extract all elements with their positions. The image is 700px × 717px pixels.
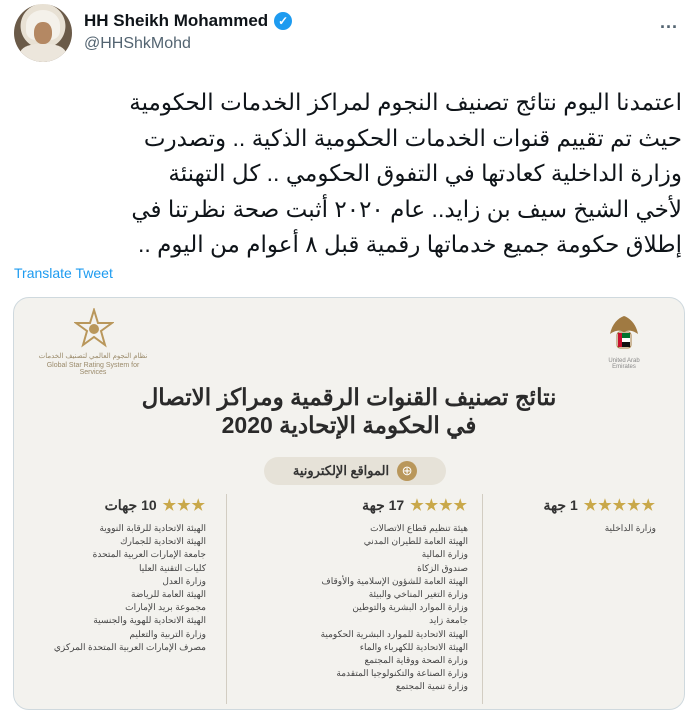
list-item: هيئة تنظيم قطاع الاتصالات xyxy=(370,523,468,533)
list-item: مجموعة بريد الإمارات xyxy=(125,602,206,613)
rating-column-5-stars xyxy=(496,494,656,535)
list-item: وزارة التغير المناخي والبيئة xyxy=(368,589,468,600)
category-label: المواقع الإلكترونية xyxy=(292,463,390,478)
three-stars-icon: ★★★ xyxy=(162,497,206,514)
author-avatar[interactable] xyxy=(14,4,72,62)
entity-list xyxy=(268,522,468,694)
entity-list xyxy=(496,522,656,535)
list-item: وزارة التربية والتعليم xyxy=(129,628,206,639)
star-rating-logo-icon xyxy=(74,308,114,348)
rating-column-4-stars xyxy=(268,494,468,694)
rating-column-3-stars xyxy=(36,494,206,654)
tweet-line: حيث تم تقييم قنوات الخدمات الحكومية الذكية .. وتصدرت xyxy=(143,124,682,151)
more-options-icon[interactable]: ... xyxy=(659,12,678,32)
avatar-robe xyxy=(20,44,66,62)
entity-count: 10 جهات xyxy=(104,496,157,513)
tweet-line: لأخي الشيخ سيف بن زايد.. عام ٢٠٢٠ أثبت صحة نظرتنا في xyxy=(131,195,682,222)
list-item: وزارة الصناعة والتكنولوجيا المتقدمة xyxy=(336,668,468,679)
tweet-text xyxy=(14,85,682,263)
list-item: الهيئة الاتحادية للكهرباء والماء xyxy=(359,641,468,652)
list-item: جامعة الإمارات العربية المتحدة xyxy=(92,549,206,560)
infographic-title: نتائج تصنيف القنوات الرقمية ومراكز الاتصال xyxy=(141,384,557,410)
infographic-subtitle: في الحكومة الإتحادية 2020 xyxy=(221,412,477,438)
tweet-line: وزارة الداخلية كعادتها في التفوق الحكومي .. كل التهنئة xyxy=(168,160,682,186)
avatar-face xyxy=(34,22,52,44)
list-item: صندوق الزكاة xyxy=(417,562,468,573)
tweet-media-image[interactable] xyxy=(13,297,685,710)
list-item: كليات التقنية العليا xyxy=(139,562,206,573)
translate-tweet-link[interactable]: Translate Tweet xyxy=(14,265,113,281)
author-handle[interactable]: @HHShkMohd xyxy=(84,35,191,52)
column-divider xyxy=(482,494,483,704)
five-stars-icon: ★★★★★ xyxy=(583,497,656,514)
column-header xyxy=(36,494,206,516)
column-header xyxy=(268,494,468,516)
list-item: الهيئة الاتحادية للجمارك xyxy=(120,536,206,547)
globe-icon: ⊕ xyxy=(397,461,417,481)
logo-caption-arabic: نظام النجوم العالمي لتصنيف الخدمات xyxy=(38,353,148,360)
list-item: الهيئة الاتحادية للرقابة النووية xyxy=(99,523,206,533)
list-item: الهيئة العامة للطيران المدني xyxy=(363,536,468,547)
list-item: وزارة تنمية المجتمع xyxy=(395,681,468,692)
list-item: وزارة المالية xyxy=(421,549,468,560)
logo-caption-english: Global Star Rating System for Services xyxy=(46,362,140,376)
entity-count: 1 جهة xyxy=(543,496,578,513)
tweet-line: اعتمدنا اليوم نتائج تصنيف النجوم لمراكز الخدمات الحكومية xyxy=(129,89,682,115)
list-item: وزارة الداخلية xyxy=(604,523,656,533)
column-header xyxy=(496,494,656,516)
verified-badge-icon: ✓ xyxy=(274,12,292,30)
tweet-line: إطلاق حكومة جميع خدماتها رقمية قبل ٨ أعوام من اليوم .. xyxy=(137,231,682,257)
author-name-row[interactable] xyxy=(84,11,292,31)
entity-count: 17 جهة xyxy=(362,496,405,513)
list-item: وزارة العدل xyxy=(162,575,206,586)
list-item: وزارة الموارد البشرية والتوطين xyxy=(352,602,468,613)
four-stars-icon: ★★★★ xyxy=(410,497,468,514)
list-item: الهيئة الاتحادية للهوية والجنسية xyxy=(93,615,206,626)
author-name[interactable]: HH Sheikh Mohammed xyxy=(84,11,269,30)
column-divider xyxy=(226,494,227,704)
list-item: وزارة الصحة ووقاية المجتمع xyxy=(364,655,468,666)
category-pill xyxy=(264,457,446,485)
list-item: مصرف الإمارات العربية المتحدة المركزي xyxy=(53,641,206,652)
list-item: الهيئة الاتحادية للموارد البشرية الحكومية xyxy=(320,628,468,639)
emblem-caption: United Arab Emirates xyxy=(608,358,640,370)
uae-emblem-icon xyxy=(602,312,646,356)
list-item: الهيئة العامة للشؤون الإسلامية والأوقاف xyxy=(321,575,468,586)
list-item: جامعة زايد xyxy=(429,615,468,626)
entity-list xyxy=(36,522,206,654)
list-item: الهيئة العامة للرياضة xyxy=(130,589,206,600)
